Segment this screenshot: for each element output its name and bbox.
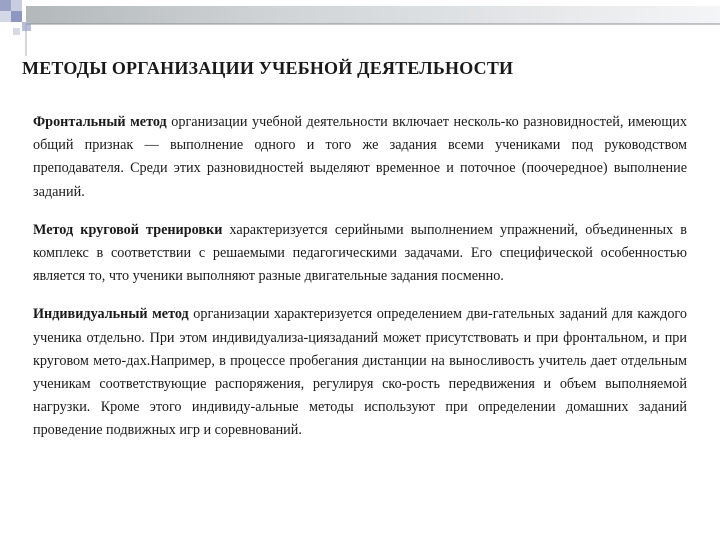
paragraph-individual-method [33,303,687,442]
header-decoration [0,0,720,56]
paragraph-circuit-training [33,219,687,289]
deco-square [0,0,11,11]
term-frontal-method: Фронтальный метод [33,114,167,130]
header-bar [26,6,720,24]
term-individual-method: Индивидуальный метод [33,306,189,323]
paragraph-text: организации характеризуется определением дви-гательных заданий для каждого ученика отдельно. При этом индивидуализа-циязаданий может присутствовать и при фронтальном, и при круговом мето-дах.Например, в процессе пробегания дистанции на выносливость учитель дает отдельным ученикам соответствующие распоряжения, регулируя ско-рость передвижения и объем выполняемой нагрузки. Кроме этого индивиду-альные методы используют при определении домашних заданий проведение подвижных игр и соревнований. [33,306,687,439]
paragraph-text: характеризуется серийными выполнением упражнений, объединенных в комплекс в соответствии с решаемыми педагогическими задачами. Его специфической особенностью является то, что ученики выполняют разные двигательные задания посменно. [33,221,687,285]
deco-square [11,11,22,22]
slide-body [33,111,687,443]
deco-square [11,0,22,11]
deco-square [13,28,20,35]
slide-title: МЕТОДЫ ОРГАНИЗАЦИИ УЧЕБНОЙ ДЕЯТЕЛЬНОСТИ [22,58,514,78]
paragraph-text: организации учебной деятельности включает несколь-ко разновидностей, имеющих общий признак — выполнение одного и того же задания всеми учениками под руководством преподавателя. Среди этих разновидностей выделяют временное и поточное (поочередное) выполнение заданий. [33,114,687,200]
paragraph-frontal-method [33,111,687,204]
deco-square [0,11,11,22]
term-circuit-training: Метод круговой тренировки [33,221,223,238]
